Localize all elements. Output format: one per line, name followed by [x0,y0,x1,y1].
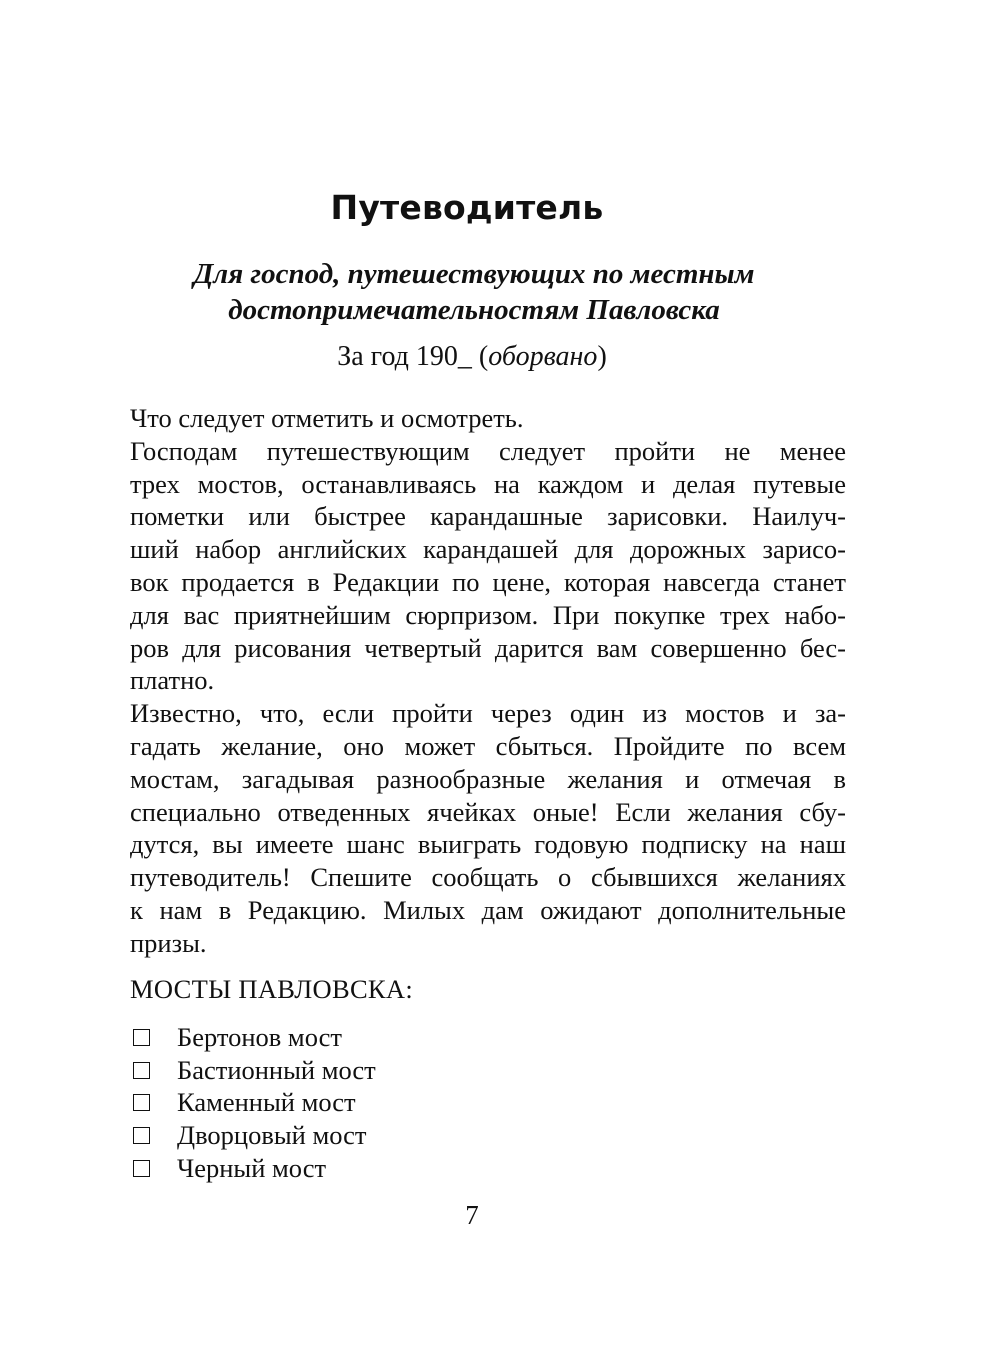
body-text [130,402,846,960]
bridge-label: Бертонов мост [177,1021,342,1052]
bridge-item [130,1119,376,1152]
paragraph-line: гадать желание, оно может сбыться. Пройдите по всем [130,730,846,761]
paragraph-line: специально отведенных ячейках оные! Если желания сбу- [130,796,846,827]
subtitle-line-2: достопримечательностям Павловска [228,294,720,326]
paragraph-line: мостам, загадывая разнообразные желания и отмечая в [130,763,846,794]
bridge-label: Дворцовый мост [177,1120,367,1151]
paragraph-line: платно. [130,665,215,696]
bridges-heading: МОСТЫ ПАВЛОВСКА: [130,974,413,1004]
paragraph-line: Известно, что, если пройти через один из мостов и за- [130,698,846,729]
subtitle-line-1: Для господ, путешествующих по местным [193,258,755,290]
bridge-checkbox[interactable] [133,1029,150,1046]
paragraph-line: пометки или быстрее карандашные зарисовки. Наилуч- [130,501,846,532]
bridge-checkbox[interactable] [133,1160,150,1177]
bridge-item [130,1087,376,1120]
bridge-checkbox[interactable] [133,1127,150,1144]
bridge-item [130,1152,376,1185]
paragraph-line: для вас приятнейшим сюрпризом. При покупке трех набо- [130,599,846,630]
bridge-item [130,1054,376,1087]
paragraph-line: Что следует отметить и осмотреть. [130,403,524,433]
bridge-label: Черный мост [177,1153,327,1184]
year-suffix: ) [597,341,607,372]
page-title: Путеводитель [330,188,604,227]
year-line [0,339,944,375]
paragraph-line: дутся, вы имеете шанс выиграть годовую подписку на наш [130,829,846,860]
bridge-item [130,1021,376,1054]
paragraph-line: путеводитель! Спешите сообщать о сбывшихся желаниях [130,862,846,893]
paragraph-line: ший набор английских карандашей для дорожных зарисо- [130,534,846,565]
bridge-checkbox[interactable] [133,1062,150,1079]
paragraph-intro [130,402,846,435]
bridge-checklist [130,1021,376,1185]
paragraph-line: трех мостов, останавливаясь на каждом и делая путевые [130,468,846,499]
bridge-checkbox[interactable] [133,1094,150,1111]
paragraph-pencils [130,435,846,697]
year-note: оборвано [488,341,598,372]
subtitle [0,256,948,328]
paragraph-line: к нам в Редакцию. Милых дам ожидают дополнительные [130,894,846,925]
page-number: 7 [465,1200,479,1230]
bridge-label: Бастионный мост [177,1054,376,1085]
year-prefix: За год 190_ ( [337,341,489,372]
paragraph-wishes [130,697,846,959]
paragraph-line: ров для рисования четвертый дарится вам совершенно бес- [130,632,846,663]
bridge-label: Каменный мост [177,1087,356,1118]
paragraph-line: вок продается в Редакции по цене, которая навсегда станет [130,566,846,597]
paragraph-line: Господам путешествующим следует пройти не менее [130,435,846,466]
paragraph-line: призы. [130,927,207,958]
